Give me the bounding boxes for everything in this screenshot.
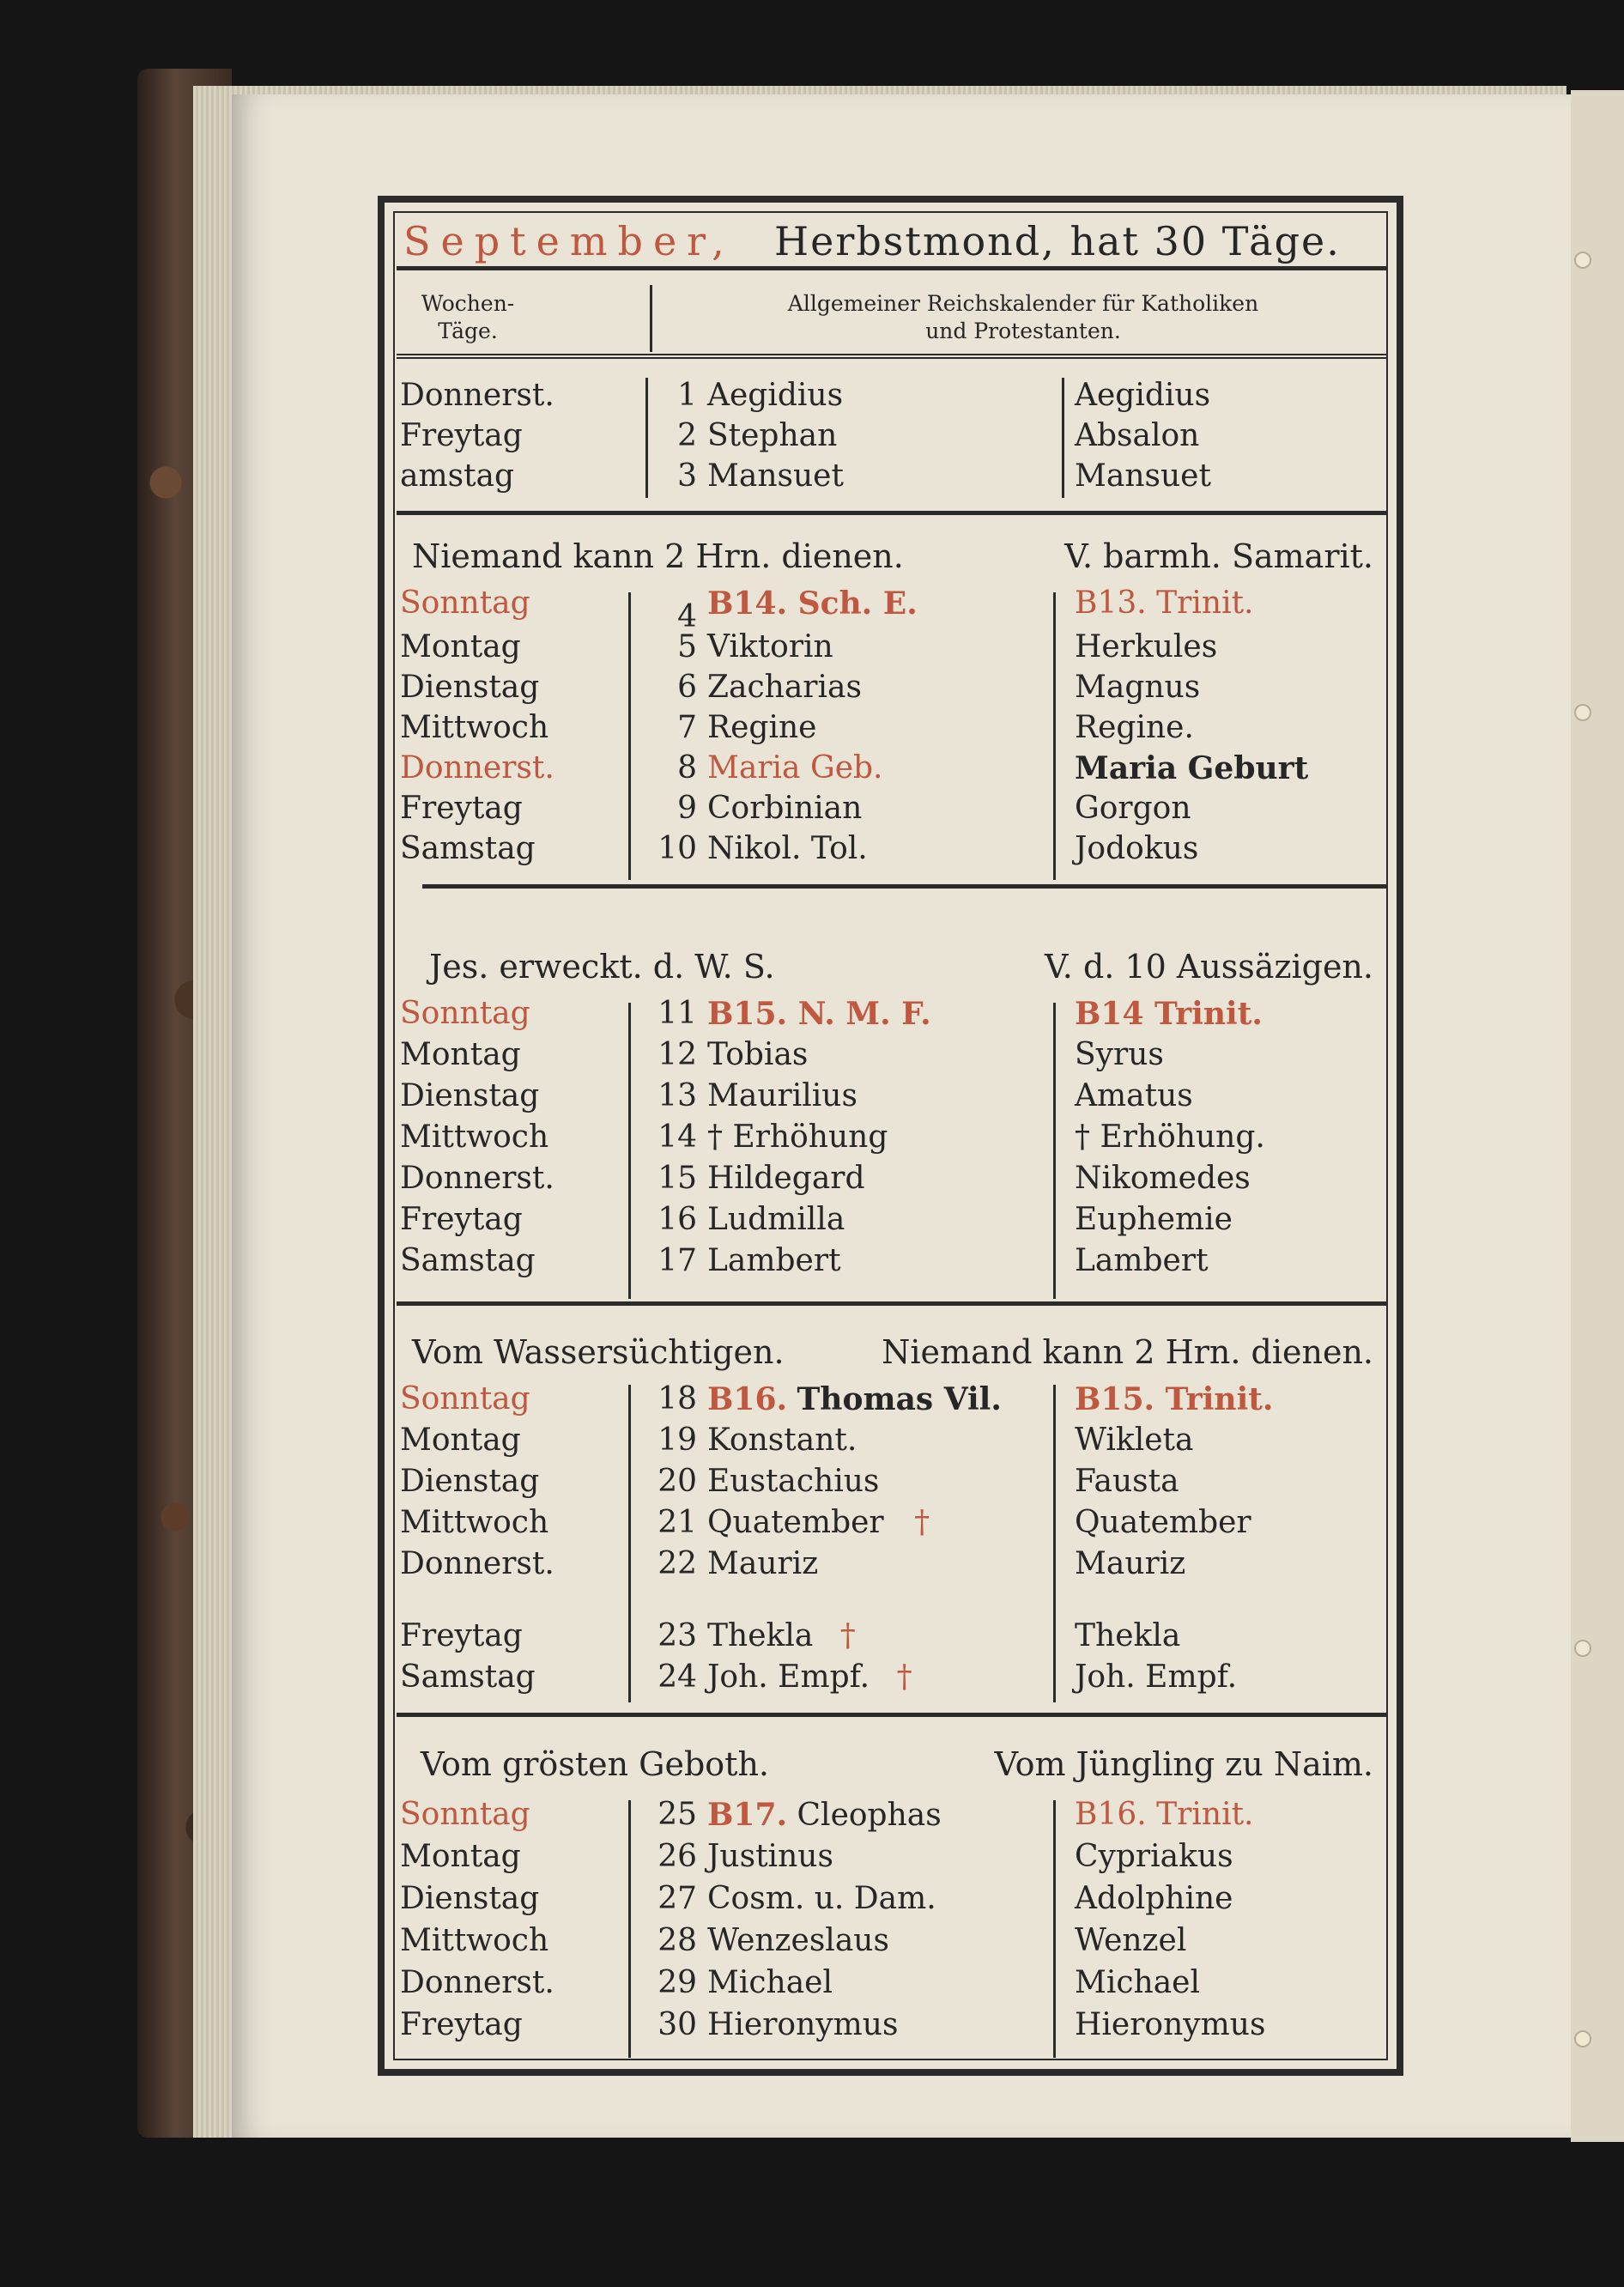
day-row: [397, 585, 1388, 634]
weekday: Montag: [400, 1839, 521, 1874]
gospel-caption: [412, 1333, 1373, 1376]
column-separator: [650, 285, 652, 352]
weekday: Donnerst.: [400, 1965, 554, 2000]
protestant-saint: Quatember: [1075, 1505, 1251, 1540]
catholic-saint: Maria Geb.: [707, 750, 883, 786]
protestant-saint: Fausta: [1075, 1464, 1179, 1499]
catholic-saint: Maurilius: [707, 1078, 857, 1113]
weekday: Mittwoch: [400, 1923, 549, 1958]
day-number: 18: [657, 1381, 697, 1416]
weekday: Sonntag: [400, 996, 530, 1031]
week-divider: [397, 511, 1388, 515]
day-row: [397, 791, 1388, 831]
protestant-gospel: V. d. 10 Aussäzigen.: [1045, 948, 1373, 986]
day-number: 5: [677, 629, 697, 664]
weekdays-column-header: Wochen- Täge.: [421, 291, 515, 343]
weekday: Donnerst.: [400, 1546, 554, 1581]
day-row: [397, 1839, 1388, 1879]
day-number: 6: [677, 670, 697, 705]
week-block: [397, 532, 1388, 893]
weekday: Mittwoch: [400, 1119, 549, 1155]
day-number: 8: [677, 750, 697, 786]
day-number: 2: [677, 418, 697, 453]
saint-name: Joh. Empf.: [707, 1659, 870, 1695]
protestant-saint: Regine.: [1075, 710, 1194, 745]
day-row: [397, 670, 1388, 710]
catholic-saint: Konstant.: [707, 1423, 857, 1458]
day-number: 25: [657, 1797, 697, 1832]
weekday: Mittwoch: [400, 710, 549, 745]
weekday: Samstag: [400, 1659, 536, 1695]
week-divider: [397, 1713, 1388, 1717]
day-number: 11: [657, 996, 697, 1031]
weekday: Montag: [400, 1037, 521, 1072]
weekday: Freytag: [400, 1202, 523, 1237]
day-number: 9: [677, 791, 697, 826]
protestant-saint: † Erhöhung.: [1075, 1119, 1265, 1155]
weekday: Samstag: [400, 1243, 536, 1278]
month-name: September,: [403, 218, 735, 264]
catholic-saint: [707, 1797, 942, 1833]
weekday: Freytag: [400, 1618, 523, 1653]
catholic-saint: Ludmilla: [707, 1202, 845, 1237]
facing-page-edge: [1571, 90, 1624, 2142]
saint-name: Thomas Vil.: [797, 1381, 1002, 1417]
catholic-saint: Tobias: [707, 1037, 809, 1072]
catholic-saint: Viktorin: [707, 629, 833, 664]
protestant-gospel: V. barmh. Samarit.: [1064, 537, 1373, 575]
catholic-saint: Stephan: [707, 418, 838, 453]
day-row: [397, 1618, 1388, 1659]
protestant-saint: Lambert: [1075, 1243, 1209, 1278]
weekday: Dienstag: [400, 1464, 540, 1499]
binding-thread: [1574, 704, 1591, 721]
week-divider: [422, 884, 1388, 889]
day-row: [397, 1119, 1388, 1160]
day-number: 20: [657, 1464, 697, 1499]
weekday: Dienstag: [400, 670, 540, 705]
day-number: 12: [657, 1037, 697, 1072]
day-row: [397, 996, 1388, 1036]
protestant-saint: Gorgon: [1075, 791, 1191, 826]
week-block: [397, 1738, 1388, 2065]
protestant-saint: B14 Trinit.: [1075, 996, 1263, 1032]
day-number: 22: [657, 1546, 697, 1581]
weekday: Mittwoch: [400, 1505, 549, 1540]
catholic-saint: [707, 1505, 930, 1540]
protestant-saint: Amatus: [1075, 1078, 1193, 1113]
binding-thread: [1574, 1640, 1591, 1657]
catholic-saint: [707, 1381, 1002, 1417]
weekday: Samstag: [400, 831, 536, 866]
day-row: [397, 1505, 1388, 1545]
catholic-saint: Corbinian: [707, 791, 863, 826]
weekday: Dienstag: [400, 1078, 540, 1113]
catholic-saint: Hieronymus: [707, 2007, 899, 2042]
day-row: [397, 1423, 1388, 1463]
day-row: [397, 831, 1388, 871]
catholic-saint: Lambert: [707, 1243, 841, 1278]
catholic-saint: Cosm. u. Dam.: [707, 1881, 936, 1916]
week-block: [397, 369, 1388, 515]
catholic-gospel: Vom grösten Geboth.: [421, 1745, 769, 1783]
day-number: 17: [657, 1243, 697, 1278]
catholic-saint: Regine: [707, 710, 817, 745]
protestant-gospel: Vom Jüngling zu Naim.: [994, 1745, 1373, 1783]
day-row: [397, 1037, 1388, 1077]
catholic-saint: Zacharias: [707, 670, 862, 705]
protestant-saint: Joh. Empf.: [1075, 1659, 1238, 1695]
weekday: Donnerst.: [400, 750, 554, 786]
day-number: 24: [657, 1659, 697, 1695]
week-divider: [397, 1301, 1388, 1306]
catholic-saint: Wenzeslaus: [707, 1923, 889, 1958]
weekday: Freytag: [400, 2007, 523, 2042]
saint-name: Quatember: [707, 1505, 884, 1540]
catholic-saint: [707, 1618, 856, 1653]
protestant-saint: Thekla: [1075, 1618, 1181, 1653]
day-row: [397, 710, 1388, 750]
catholic-gospel: Jes. erweckt. d. W. S.: [429, 948, 775, 986]
weekday: amstag: [400, 458, 515, 494]
day-number: 23: [657, 1618, 697, 1653]
weekday: Sonntag: [400, 585, 530, 621]
day-row: [397, 1381, 1388, 1422]
day-row: [397, 1923, 1388, 1963]
protestant-saint: Michael: [1075, 1965, 1201, 2000]
fast-cross-icon: †: [839, 1618, 856, 1653]
protestant-saint: B15. Trinit.: [1075, 1381, 1274, 1417]
protestant-saint: Herkules: [1075, 629, 1218, 664]
day-row: [397, 1464, 1388, 1504]
catholic-saint: Hildegard: [707, 1161, 865, 1196]
catholic-saint: B15. N. M. F.: [707, 996, 931, 1032]
weekday: Montag: [400, 1423, 521, 1458]
catholic-saint: B14. Sch. E.: [707, 585, 918, 622]
weekday: Donnerst.: [400, 378, 554, 413]
gospel-caption: [412, 948, 1373, 991]
day-row: [397, 1965, 1388, 2005]
protestant-gospel: Niemand kann 2 Hrn. dienen.: [882, 1333, 1373, 1371]
protestant-saint: Magnus: [1075, 670, 1201, 705]
day-number: 1: [677, 378, 697, 413]
weekday: Freytag: [400, 791, 523, 826]
protestant-saint: Absalon: [1075, 418, 1200, 453]
day-row: [397, 1202, 1388, 1242]
weekday: Sonntag: [400, 1381, 530, 1416]
protestant-saint: Wenzel: [1075, 1923, 1187, 1958]
fast-cross-icon: †: [914, 1505, 930, 1540]
day-row: [397, 1546, 1388, 1586]
day-number: 30: [657, 2007, 697, 2042]
day-row: [397, 378, 1388, 418]
gospel-caption: [412, 537, 1373, 580]
day-number: 28: [657, 1923, 697, 1958]
catholic-saint: Eustachius: [707, 1464, 880, 1499]
catholic-gospel: Vom Wassersüchtigen.: [412, 1333, 785, 1371]
catholic-saint: Justinus: [707, 1839, 833, 1874]
day-number: 4: [677, 599, 697, 634]
catholic-gospel: Niemand kann 2 Hrn. dienen.: [412, 537, 904, 575]
calendar-column-header: Allgemeiner Reichskalender für Katholiken und Protestanten.: [787, 291, 1259, 343]
day-number: 13: [657, 1078, 697, 1113]
protestant-saint: Jodokus: [1075, 831, 1199, 866]
catholic-saint: Aegidius: [707, 378, 844, 413]
protestant-saint: Mansuet: [1075, 458, 1211, 494]
protestant-saint: Syrus: [1075, 1037, 1164, 1072]
protestant-saint: Wikleta: [1075, 1423, 1194, 1458]
day-number: 14: [657, 1119, 697, 1155]
day-number: 15: [657, 1161, 697, 1196]
gospel-caption: [412, 1745, 1373, 1788]
weekday: Dienstag: [400, 1881, 540, 1916]
protestant-saint: Hieronymus: [1075, 2007, 1266, 2042]
weekday: Donnerst.: [400, 1161, 554, 1196]
column-headers: [397, 285, 1388, 359]
catholic-saint: † Erhöhung: [707, 1119, 888, 1155]
day-number: 7: [677, 710, 697, 745]
day-row: [397, 1797, 1388, 1837]
protestant-saint: Adolphine: [1075, 1881, 1233, 1916]
protestant-saint: B13. Trinit.: [1075, 585, 1254, 621]
sunday-marker: B16.: [707, 1381, 788, 1417]
protestant-saint: Euphemie: [1075, 1202, 1233, 1237]
week-block: [397, 1326, 1388, 1717]
day-row: [397, 1881, 1388, 1921]
day-row: [397, 2007, 1388, 2047]
day-row: [397, 1078, 1388, 1119]
month-title: Herbstmond, hat 30 Täge.: [774, 218, 1341, 264]
day-row: [397, 1659, 1388, 1700]
sunday-marker: B17.: [707, 1797, 788, 1833]
saint-name: Thekla: [707, 1618, 814, 1653]
day-number: 29: [657, 1965, 697, 2000]
protestant-saint: Mauriz: [1075, 1546, 1186, 1581]
catholic-saint: [707, 1659, 912, 1695]
day-row: [397, 418, 1388, 458]
day-number: 19: [657, 1423, 697, 1458]
weekday: Sonntag: [400, 1797, 530, 1832]
catholic-saint: Nikol. Tol.: [707, 831, 868, 866]
protestant-saint: Nikomedes: [1075, 1161, 1251, 1196]
binding-thread: [1574, 2030, 1591, 2047]
catholic-saint: Mansuet: [707, 458, 844, 494]
weekday: Freytag: [400, 418, 523, 453]
day-number: 26: [657, 1839, 697, 1874]
catholic-saint: Michael: [707, 1965, 833, 2000]
day-row: [397, 1161, 1388, 1201]
protestant-saint: Cypriakus: [1075, 1839, 1233, 1874]
saint-name: Cleophas: [797, 1798, 942, 1833]
protestant-saint: Maria Geburt: [1075, 750, 1309, 786]
week-block: [397, 936, 1388, 1313]
day-number: 3: [677, 458, 697, 494]
day-number: 21: [657, 1505, 697, 1540]
catholic-saint: Mauriz: [707, 1546, 819, 1581]
day-row: [397, 750, 1388, 791]
binding-thread: [1574, 252, 1591, 269]
day-row: [397, 1243, 1388, 1283]
month-header: [397, 213, 1388, 270]
protestant-saint: B16. Trinit.: [1075, 1797, 1254, 1832]
day-row: [397, 458, 1388, 499]
day-number: 27: [657, 1881, 697, 1916]
day-number: 10: [657, 831, 697, 866]
fast-cross-icon: †: [896, 1659, 912, 1695]
protestant-saint: Aegidius: [1075, 378, 1211, 413]
day-row: [397, 629, 1388, 670]
weekday: Montag: [400, 629, 521, 664]
day-number: 16: [657, 1202, 697, 1237]
